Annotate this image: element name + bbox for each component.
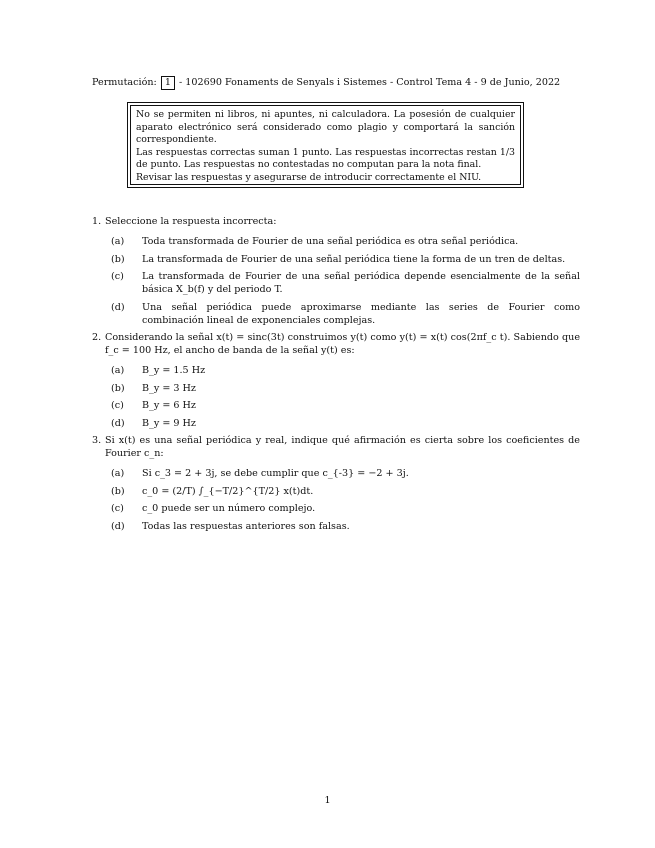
option-label: (a): [111, 236, 125, 247]
option-a: [92, 235, 580, 248]
option-text: La transformada de Fourier de una señal periódica tiene la forma de un tren de deltas.: [142, 253, 566, 265]
options-list: [92, 235, 580, 327]
option-d: [92, 301, 580, 327]
option-text: c_0 = (2/T) ∫_{−T/2}^{T/2} x(t)dt.: [142, 485, 314, 497]
question-2: [92, 331, 580, 434]
option-b: [92, 253, 580, 266]
option-c: [92, 399, 580, 412]
exam-title: - 102690 Fonaments de Senyals i Sistemes - Control Tema 4 - 9 de Junio, 2022: [179, 77, 561, 88]
option-b: [92, 382, 580, 395]
options-list: [92, 467, 580, 533]
question-number: 2.: [92, 332, 102, 343]
permutation-number-box: 1: [161, 76, 175, 90]
option-b: [92, 485, 580, 498]
option-c: [92, 502, 580, 515]
option-label: (b): [111, 382, 125, 394]
question-number: 1.: [92, 216, 102, 227]
option-text: Todas las respuestas anteriores son falsas.: [142, 520, 350, 532]
option-text: B_y = 3 Hz: [142, 382, 196, 394]
question-3: [92, 434, 580, 537]
exam-header: [92, 76, 562, 90]
option-label: (b): [111, 485, 125, 497]
instruction-line: Revisar las respuestas y asegurarse de introducir correctamente el NIU.: [136, 171, 482, 183]
question-text: Seleccione la respuesta incorrecta:: [105, 216, 277, 227]
instructions-box: [127, 102, 524, 188]
option-label: (d): [111, 520, 125, 532]
option-label: (a): [111, 365, 125, 376]
option-d: [92, 417, 580, 430]
option-text: B_y = 6 Hz: [142, 400, 196, 411]
options-list: [92, 364, 580, 430]
option-label: (a): [111, 468, 125, 479]
option-label: (c): [111, 503, 124, 514]
instruction-line: Las respuestas correctas suman 1 punto. Las respuestas incorrectas restan 1/3 de punto. Las respuestas no contestadas no computan para la nota final.: [136, 146, 515, 170]
option-label: (d): [111, 301, 125, 313]
permutation-prefix: Permutación:: [92, 77, 157, 88]
option-text: c_0 puede ser un número complejo.: [142, 503, 316, 514]
question-stem: [92, 215, 580, 228]
option-text: Una señal periódica puede aproximarse mediante las series de Fourier como combinación lineal de exponenciales complejas.: [142, 301, 580, 326]
question-1: [92, 215, 580, 331]
option-text: La transformada de Fourier de una señal periódica depende esencialmente de la señal básica X_b(f) y del periodo T.: [142, 271, 580, 295]
question-stem: [92, 331, 580, 357]
option-label: (d): [111, 417, 125, 429]
instructions-content: [130, 105, 521, 185]
question-stem: [92, 434, 580, 460]
option-text: B_y = 9 Hz: [142, 417, 196, 429]
option-label: (c): [111, 400, 124, 411]
option-c: [92, 270, 580, 296]
page-number: 1: [324, 795, 331, 806]
question-text: Considerando la señal x(t) = sinc(3t) construimos y(t) como y(t) = x(t) cos(2πf_c t). Sabiendo que f_c = 100 Hz, el ancho de banda de la señal y(t) es:: [105, 332, 580, 356]
option-a: [92, 364, 580, 377]
option-a: [92, 467, 580, 480]
option-text: Toda transformada de Fourier de una señal periódica es otra señal periódica.: [142, 236, 519, 247]
option-text: B_y = 1.5 Hz: [142, 365, 206, 376]
instruction-line: No se permiten ni libros, ni apuntes, ni calculadora. La posesión de cualquier aparato electrónico será considerado como plagio y comportará la sanción correspondiente.: [136, 109, 515, 145]
option-label: (c): [111, 271, 124, 282]
question-number: 3.: [92, 435, 102, 446]
option-text: Si c_3 = 2 + 3j, se debe cumplir que c_{-3} = −2 + 3j.: [142, 468, 409, 479]
option-d: [92, 520, 580, 533]
question-text: Si x(t) es una señal periódica y real, indique qué afirmación es cierta sobre los coeficientes de Fourier c_n:: [105, 435, 580, 459]
option-label: (b): [111, 253, 125, 265]
